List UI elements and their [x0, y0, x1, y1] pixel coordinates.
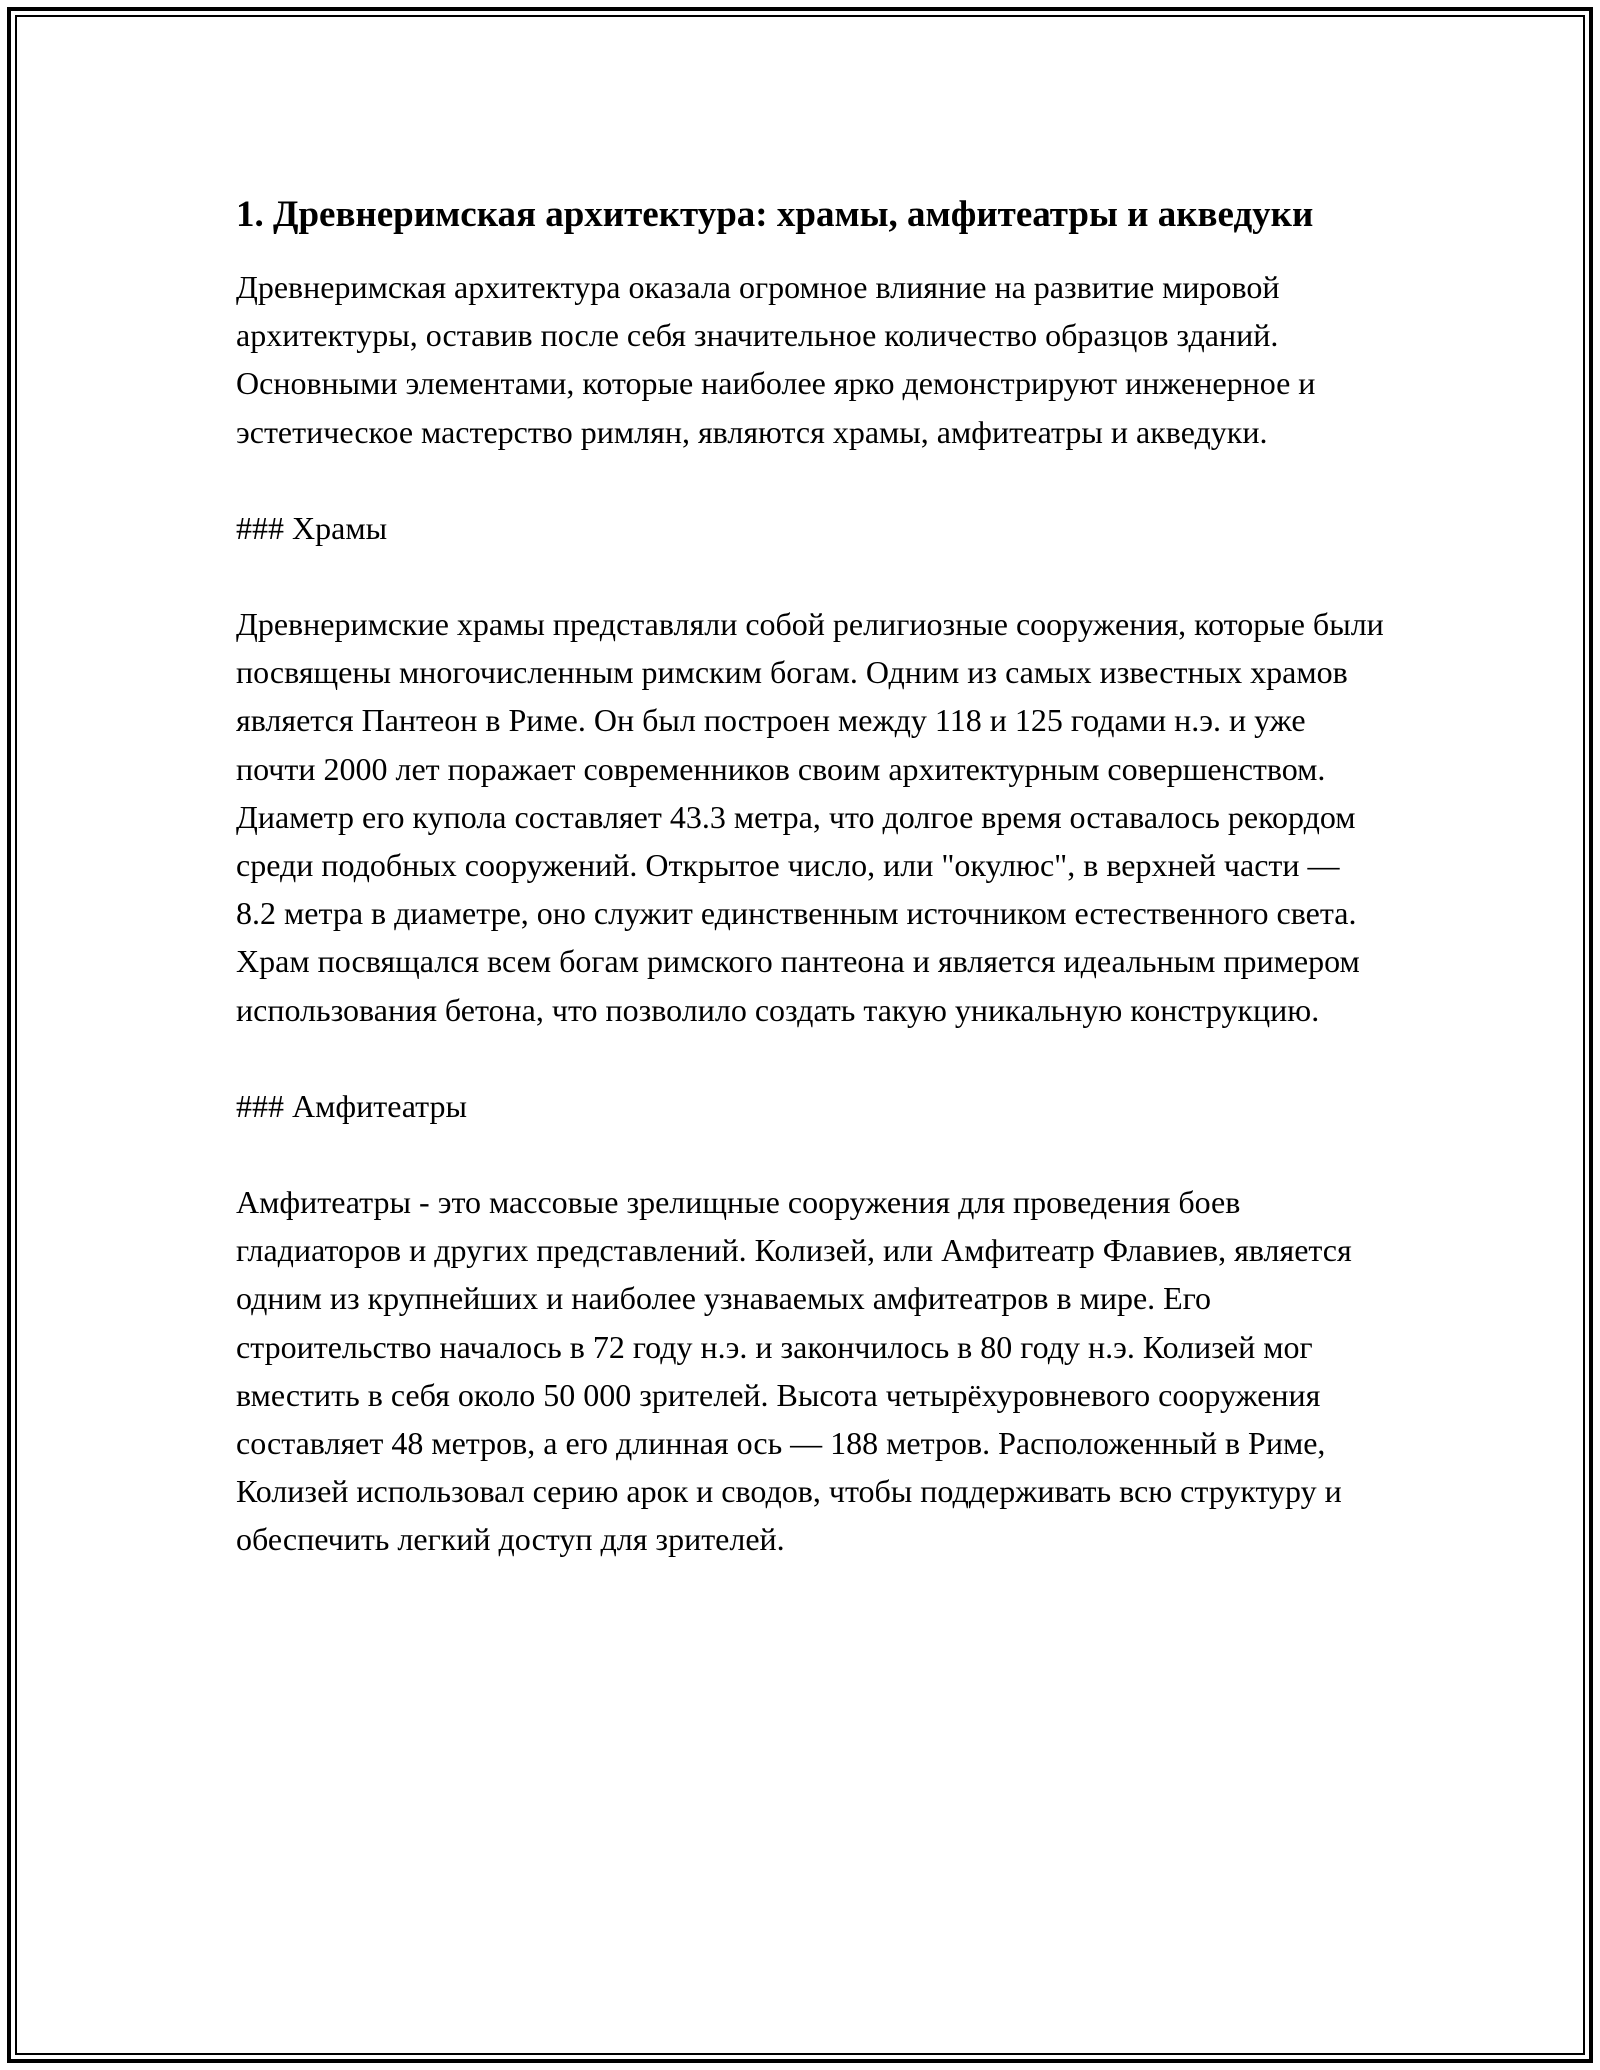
document-title: 1. Древнеримская архитектура: храмы, амфитеатры и акведуки — [236, 194, 1314, 235]
section-heading-temples: ### Храмы — [236, 509, 388, 546]
section-paragraph-temples: Древнеримские храмы представляли собой религиозные сооружения, которые были посвящены многочисленным римским богам. Одним из самых известных храмов является Пантеон в Риме. Он был построен между 118 и 125 годами н.э. и уже почти 2000 лет поражает современников своим архитектурным совершенством. Диаметр его купола составляет 43.3 метра, что долгое время оставалось рекордом среди подобных сооружений. Открытое число, или "окулюс", в верхней части — 8.2 метра в диаметре, оно служит единственным источником естественного света. Храм посвящался всем богам римского пантеона и является идеальным примером использования бетона, что позволило создать такую уникальную конструкцию. — [236, 606, 1384, 1028]
section-heading-amphitheaters: ### Амфитеатры — [236, 1087, 468, 1124]
section-amphitheaters — [236, 1082, 1386, 1564]
section-temples — [236, 504, 1386, 1034]
section-paragraph-amphitheaters: Амфитеатры - это массовые зрелищные сооружения для проведения боев гладиаторов и других представлений. Колизей, или Амфитеатр Флавиев, является одним из крупнейших и наиболее узнаваемых амфитеатров в мире. Его строительство началось в 72 году н.э. и закончилось в 80 году н.э. Колизей мог вместить в себя около 50 000 зрителей. Высота четырёхуровневого сооружения составляет 48 метров, а его длинная ось — 188 метров. Расположенный в Риме, Колизей использовал серию арок и сводов, чтобы поддерживать всю структуру и обеспечить легкий доступ для зрителей. — [236, 1184, 1352, 1558]
intro-paragraph: Древнеримская архитектура оказала огромное влияние на развитие мировой архитектуры, оставив после себя значительное количество образцов зданий. Основными элементами, которые наиболее ярко демонстрируют инженерное и эстетическое мастерство римлян, являются храмы, амфитеатры и акведуки. — [236, 269, 1316, 450]
document-body — [236, 188, 1386, 1564]
